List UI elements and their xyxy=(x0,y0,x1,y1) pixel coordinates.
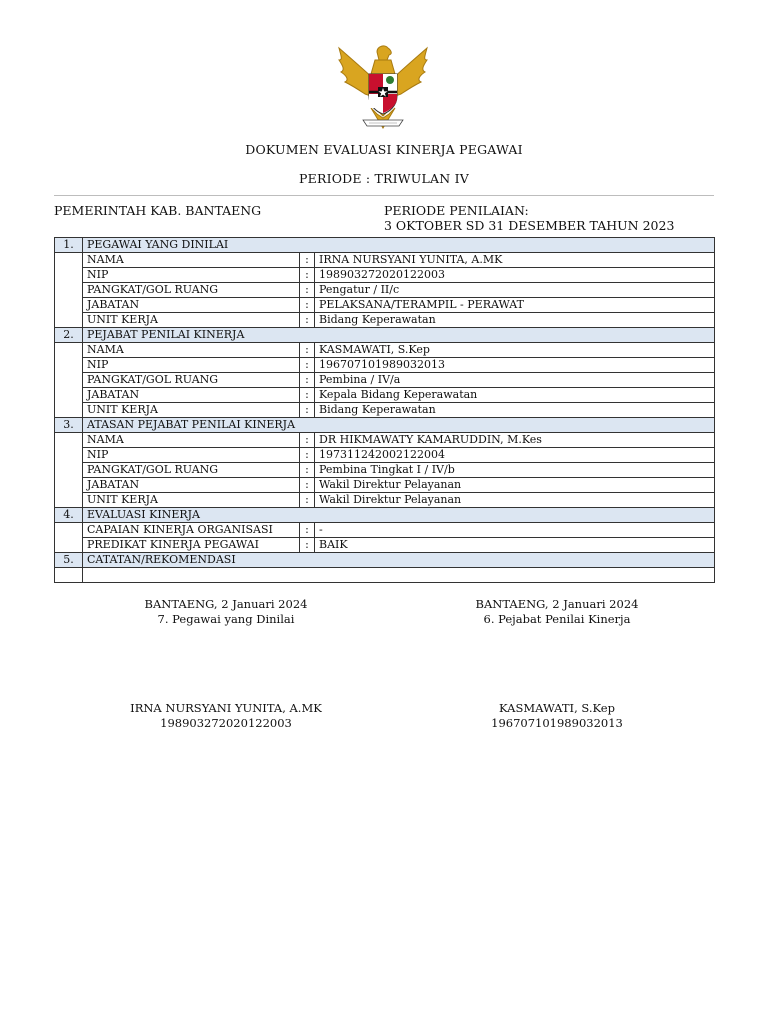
table-row xyxy=(55,343,715,358)
colon: : xyxy=(300,478,315,493)
field-value: 196707101989032013 xyxy=(315,358,715,373)
signature-role: 7. Pegawai yang Dinilai xyxy=(157,612,295,626)
colon: : xyxy=(300,448,315,463)
field-value: DR HIKMAWATY KAMARUDDIN, M.Kes xyxy=(315,433,715,448)
assessment-period-label: PERIODE PENILAIAN: xyxy=(384,203,529,218)
field-label: NIP xyxy=(83,448,300,463)
field-value: - xyxy=(315,523,715,538)
section-number: 4. xyxy=(55,508,83,523)
field-value: Bidang Keperawatan xyxy=(315,313,715,328)
assessment-period-value: 3 OKTOBER SD 31 DESEMBER TAHUN 2023 xyxy=(384,218,675,233)
section-title: PEGAWAI YANG DINILAI xyxy=(83,238,715,253)
assessment-period xyxy=(384,203,674,233)
section-number: 1. xyxy=(55,238,83,253)
field-label: PANGKAT/GOL RUANG xyxy=(83,373,300,388)
evaluation-table xyxy=(54,237,715,583)
section-title: PEJABAT PENILAI KINERJA xyxy=(83,328,715,343)
colon: : xyxy=(300,343,315,358)
field-label: NAMA xyxy=(83,433,300,448)
table-row xyxy=(55,313,715,328)
field-label: UNIT KERJA xyxy=(83,493,300,508)
colon: : xyxy=(300,358,315,373)
signature-role: 6. Pejabat Penilai Kinerja xyxy=(483,612,631,626)
colon: : xyxy=(300,493,315,508)
field-label: NAMA xyxy=(83,343,300,358)
colon: : xyxy=(300,298,315,313)
organization-name: PEMERINTAH KAB. BANTAENG xyxy=(54,203,262,218)
section-title: ATASAN PEJABAT PENILAI KINERJA xyxy=(83,418,715,433)
section-number: 5. xyxy=(55,553,83,568)
table-row xyxy=(55,463,715,478)
field-label: UNIT KERJA xyxy=(83,403,300,418)
colon: : xyxy=(300,403,315,418)
field-label: JABATAN xyxy=(83,298,300,313)
field-value: Pembina Tingkat I / IV/b xyxy=(315,463,715,478)
signature-place-date: BANTAENG, 2 Januari 2024 xyxy=(144,597,308,611)
table-row xyxy=(55,373,715,388)
section-title: EVALUASI KINERJA xyxy=(83,508,715,523)
colon: : xyxy=(300,253,315,268)
signature-left xyxy=(96,597,356,627)
field-value: Wakil Direktur Pelayanan xyxy=(315,478,715,493)
section-header xyxy=(55,238,715,253)
colon: : xyxy=(300,463,315,478)
section-header xyxy=(55,553,715,568)
table-row xyxy=(55,433,715,448)
signature-place-date: BANTAENG, 2 Januari 2024 xyxy=(475,597,639,611)
field-label: UNIT KERJA xyxy=(83,313,300,328)
section-number: 2. xyxy=(55,328,83,343)
field-value: PELAKSANA/TERAMPIL - PERAWAT xyxy=(315,298,715,313)
signer-name: KASMAWATI, S.Kep xyxy=(499,701,615,715)
table-row xyxy=(55,538,715,553)
colon: : xyxy=(300,538,315,553)
field-label: NIP xyxy=(83,268,300,283)
field-value: Pengatur / II/c xyxy=(315,283,715,298)
field-value: 197311242002122004 xyxy=(315,448,715,463)
table-row xyxy=(55,493,715,508)
table-row xyxy=(55,478,715,493)
document-title: DOKUMEN EVALUASI KINERJA PEGAWAI xyxy=(245,142,523,157)
field-label: PANGKAT/GOL RUANG xyxy=(83,463,300,478)
colon: : xyxy=(300,388,315,403)
section-number: 3. xyxy=(55,418,83,433)
signature-left-signer xyxy=(96,701,356,731)
table-row xyxy=(55,358,715,373)
section-header xyxy=(55,328,715,343)
notes-cell xyxy=(83,568,715,583)
colon: : xyxy=(300,433,315,448)
signature-right xyxy=(427,597,687,627)
section-title: CATATAN/REKOMENDASI xyxy=(83,553,715,568)
period-label: PERIODE : TRIWULAN IV xyxy=(299,171,469,186)
field-label: CAPAIAN KINERJA ORGANISASI xyxy=(83,523,300,538)
field-label: PREDIKAT KINERJA PEGAWAI xyxy=(83,538,300,553)
colon: : xyxy=(300,283,315,298)
field-label: JABATAN xyxy=(83,478,300,493)
field-label: NAMA xyxy=(83,253,300,268)
table-row xyxy=(55,388,715,403)
field-label: JABATAN xyxy=(83,388,300,403)
colon: : xyxy=(300,313,315,328)
colon: : xyxy=(300,373,315,388)
field-value: KASMAWATI, S.Kep xyxy=(315,343,715,358)
field-value: Wakil Direktur Pelayanan xyxy=(315,493,715,508)
table-row xyxy=(55,523,715,538)
field-value: Pembina / IV/a xyxy=(315,373,715,388)
signer-nip: 196707101989032013 xyxy=(491,716,623,730)
section-header xyxy=(55,418,715,433)
field-value: Bidang Keperawatan xyxy=(315,403,715,418)
colon: : xyxy=(300,268,315,283)
table-row xyxy=(55,268,715,283)
colon: : xyxy=(300,523,315,538)
signature-right-signer xyxy=(427,701,687,731)
section-header xyxy=(55,508,715,523)
field-label: NIP xyxy=(83,358,300,373)
divider xyxy=(54,195,714,196)
signer-nip: 198903272020122003 xyxy=(160,716,292,730)
field-value: Kepala Bidang Keperawatan xyxy=(315,388,715,403)
field-value: BAIK xyxy=(315,538,715,553)
table-row xyxy=(55,448,715,463)
field-label: PANGKAT/GOL RUANG xyxy=(83,283,300,298)
signer-name: IRNA NURSYANI YUNITA, A.MK xyxy=(130,701,322,715)
notes-row xyxy=(55,568,715,583)
table-row xyxy=(55,298,715,313)
table-row xyxy=(55,253,715,268)
field-value: IRNA NURSYANI YUNITA, A.MK xyxy=(315,253,715,268)
table-row xyxy=(55,403,715,418)
field-value: 198903272020122003 xyxy=(315,268,715,283)
table-row xyxy=(55,283,715,298)
garuda-emblem-icon xyxy=(333,44,433,132)
